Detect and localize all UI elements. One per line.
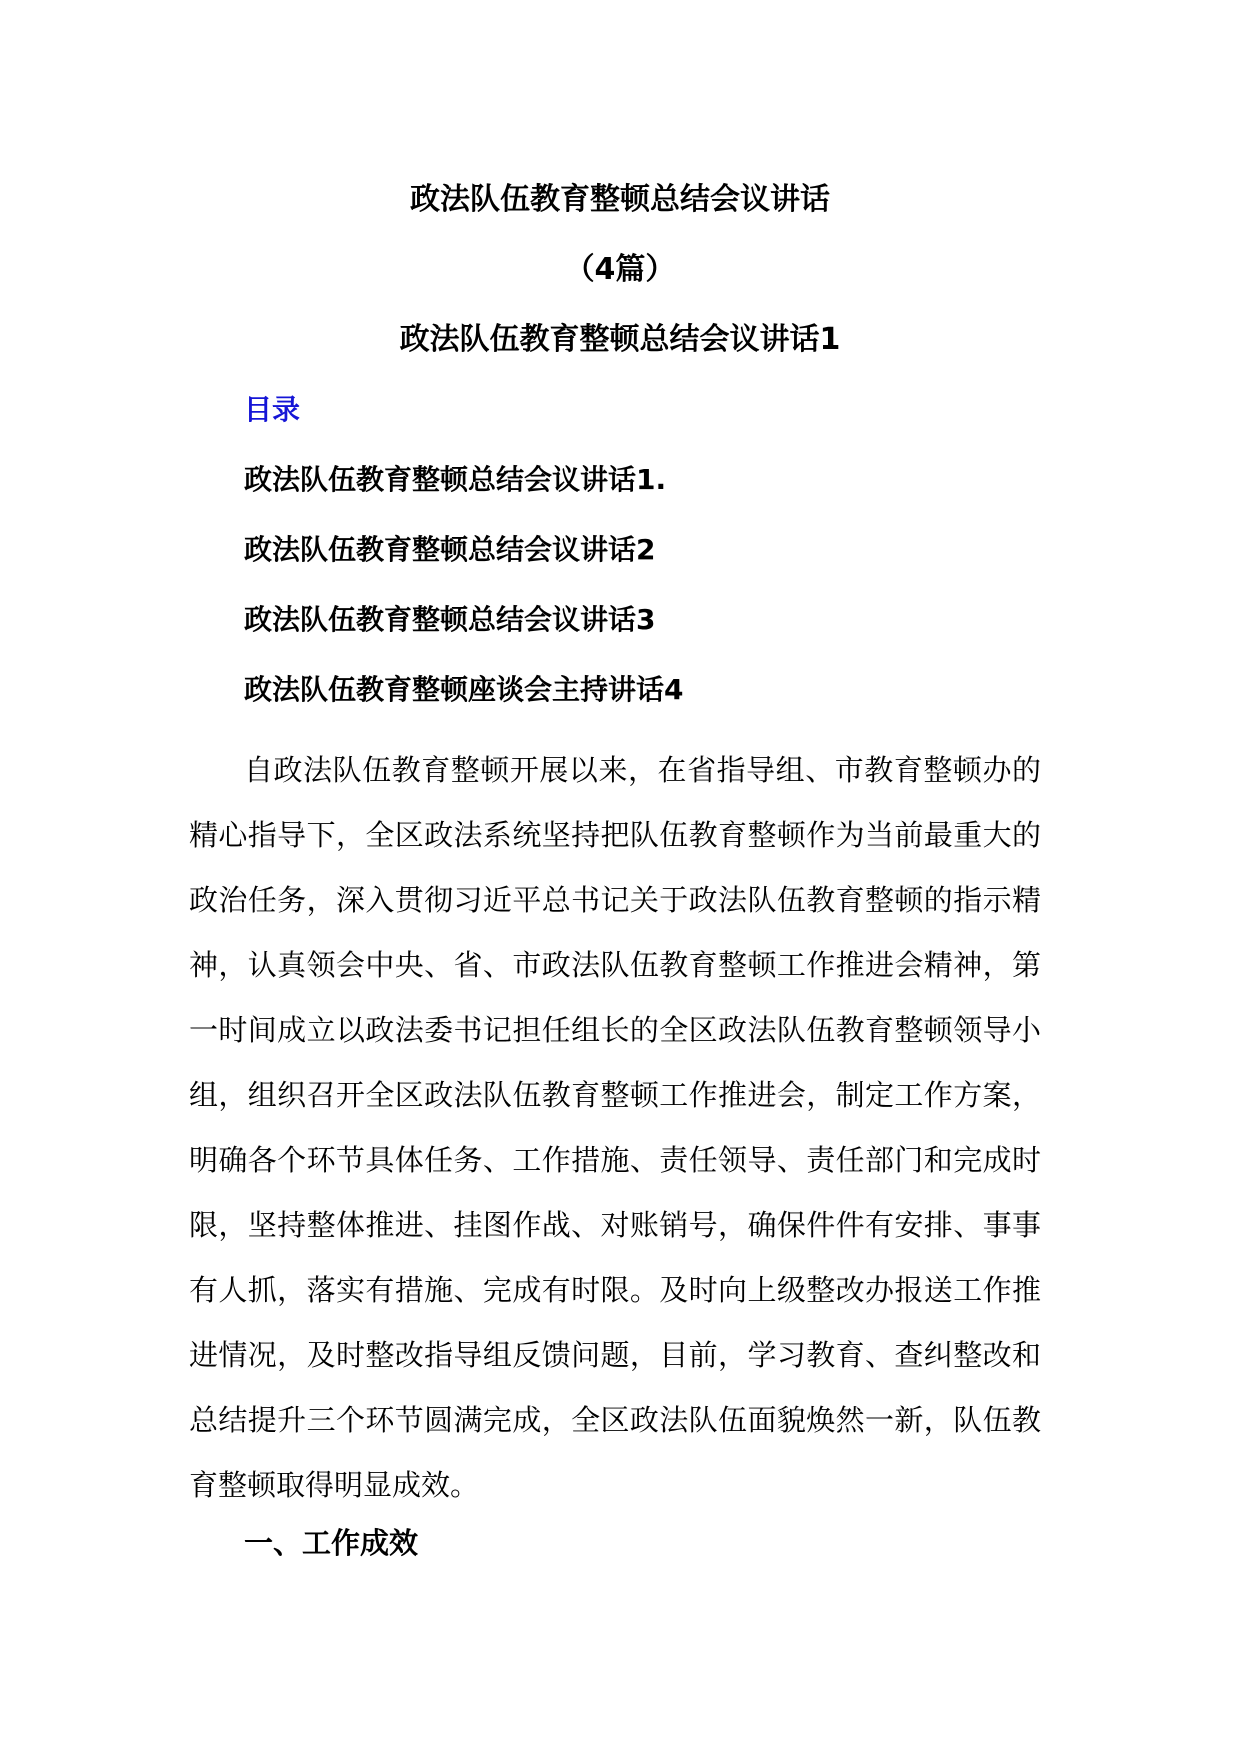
toc-item[interactable]: 政法队伍教育整顿总结会议讲话3 [244,603,656,636]
section-heading: 一、工作成效 [244,1526,419,1560]
toc-item[interactable]: 政法队伍教育整顿座谈会主持讲话4 [244,673,684,706]
intro-paragraph: 自政法队伍教育整顿开展以来，在省指导组、市教育整顿办的精心指导下，全区政法系统坚持把队伍教育整顿作为当前最重大的政治任务，深入贯彻习近平总书记关于政法队伍教育整顿的指示精神，认真领会中央、省、市政法队伍教育整顿工作推进会精神，第一时间成立以政法委书记担任组长的全区政法队伍教育整顿领导小组，组织召开全区政法队伍教育整顿工作推进会，制定工作方案，明确各个环节具体任务、工作措施、责任领导、责任部门和完成时限，坚持整体推进、挂图作战、对账销号，确保件件有安排、事事有人抓，落实有措施、完成有时限。及时向上级整改办报送工作推进情况，及时整改指导组反馈问题，目前，学习教育、查纠整改和总结提升三个环节圆满完成，全区政法队伍面貌焕然一新，队伍教育整顿取得明显成效。 [189,753,1041,1502]
table-of-contents [244,460,683,740]
toc-item[interactable]: 政法队伍教育整顿总结会议讲话1. [244,463,667,496]
article-title: 政法队伍教育整顿总结会议讲话1 [399,322,841,357]
toc-item[interactable]: 政法队伍教育整顿总结会议讲话2 [244,533,656,566]
document-subtitle: （4篇） [564,252,676,287]
toc-heading: 目录 [244,393,301,426]
document-title: 政法队伍教育整顿总结会议讲话 [410,182,830,217]
